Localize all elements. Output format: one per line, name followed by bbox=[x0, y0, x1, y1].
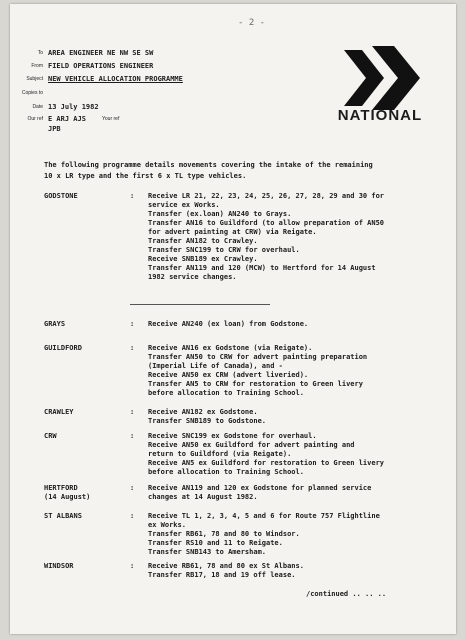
section-body bbox=[148, 192, 444, 282]
section-line: Transfer AN16 to Guildford (to allow preparation of AN50 bbox=[148, 219, 385, 227]
subject-value: NEW VEHICLE ALLOCATION PROGRAMME bbox=[48, 75, 183, 83]
section-name: ST ALBANS bbox=[44, 512, 82, 520]
section-line: Receive LR 21, 22, 23, 24, 25, 26, 27, 28, 29 and 30 for bbox=[148, 192, 385, 200]
section-name: CRW bbox=[44, 432, 57, 440]
section-body bbox=[148, 408, 444, 426]
section-line: Transfer SNB143 to Amersham. bbox=[148, 548, 267, 556]
section-line: changes at 14 August 1982. bbox=[148, 493, 258, 501]
section-body bbox=[148, 562, 444, 580]
ref-extra-value: JPB bbox=[48, 125, 61, 133]
section-line: before allocation to Training School. bbox=[148, 468, 304, 476]
intro-line: 10 x LR type and the first 6 x TL type vehicles. bbox=[44, 172, 247, 180]
page-number: - 2 - bbox=[238, 18, 266, 28]
section-line: return to Guildford (via Reigate). bbox=[148, 450, 292, 458]
section-colon: : bbox=[130, 344, 135, 352]
section-line: Transfer SNC199 to CRW for overhaul. bbox=[148, 246, 300, 254]
section-body bbox=[148, 320, 444, 329]
section-line: Transfer RB17, 18 and 19 off lease. bbox=[148, 571, 296, 579]
section-line: 1982 service changes. bbox=[148, 273, 237, 281]
section-line: Transfer AN119 and 120 (MCW) to Hertford for 14 August bbox=[148, 264, 376, 272]
section-line: Receive RB61, 78 and 80 ex St Albans. bbox=[148, 562, 304, 570]
section-line: Receive AN50 ex CRW (advert liveried). bbox=[148, 371, 309, 379]
section-line: Receive AN50 ex Guildford for advert painting and bbox=[148, 441, 355, 449]
section-line: (Imperial Life of Canada), and - bbox=[148, 362, 283, 370]
section-colon: : bbox=[130, 484, 135, 492]
section-line: Transfer AN50 to CRW for advert painting preparation bbox=[148, 353, 368, 361]
section-line: before allocation to Training School. bbox=[148, 389, 304, 397]
section-body bbox=[148, 344, 444, 398]
from-label: From bbox=[31, 63, 43, 69]
section-line: ex Works. bbox=[148, 521, 186, 529]
section-line: Receive AN119 and 120 ex Godstone for planned service bbox=[148, 484, 372, 492]
section-name-sub: (14 August) bbox=[44, 493, 91, 501]
date-value: 13 July 1982 bbox=[48, 103, 99, 111]
section-colon: : bbox=[130, 562, 135, 570]
from-value: FIELD OPERATIONS ENGINEER bbox=[48, 62, 154, 70]
section-body bbox=[148, 484, 444, 502]
your-ref-label: Your ref bbox=[102, 116, 120, 122]
section-colon: : bbox=[130, 408, 135, 416]
our-ref-label: Our ref bbox=[27, 116, 43, 122]
section-colon: : bbox=[130, 192, 135, 200]
section-name-main: HERTFORD bbox=[44, 484, 78, 492]
section-line: Transfer (ex.loan) AN240 to Grays. bbox=[148, 210, 292, 218]
continued-footer: /continued .. .. .. bbox=[306, 590, 387, 598]
date-label: Date bbox=[32, 104, 43, 110]
divider-line bbox=[130, 304, 270, 305]
section-line: Transfer RS10 and 11 to Reigate. bbox=[148, 539, 283, 547]
section-name: WINDSOR bbox=[44, 562, 74, 570]
section-line: Transfer AN182 to Crawley. bbox=[148, 237, 258, 245]
section-colon: : bbox=[130, 432, 135, 440]
section-line: Receive AN240 (ex loan) from Godstone. bbox=[148, 320, 309, 328]
section-name: GODSTONE bbox=[44, 192, 78, 200]
section-line: Receive AN182 ex Godstone. bbox=[148, 408, 258, 416]
section-line: Transfer RB61, 78 and 80 to Windsor. bbox=[148, 530, 300, 538]
section-body bbox=[148, 432, 444, 477]
section-name: GRAYS bbox=[44, 320, 66, 328]
section-line: Receive SNC199 ex Godstone for overhaul. bbox=[148, 432, 317, 440]
to-label: To bbox=[37, 50, 43, 56]
section-colon: : bbox=[130, 512, 135, 520]
subject-label: Subject bbox=[26, 76, 43, 82]
section-line: Transfer SNB189 to Godstone. bbox=[148, 417, 267, 425]
national-logo-text: NATIONAL bbox=[337, 107, 423, 124]
our-ref-value: E ARJ AJS bbox=[48, 115, 86, 123]
to-value: AREA ENGINEER NE NW SE SW bbox=[48, 49, 154, 57]
section-name: CRAWLEY bbox=[44, 408, 74, 416]
section-line: for advert painting at CRW) via Reigate. bbox=[148, 228, 317, 236]
section-line: Transfer AN5 to CRW for restoration to Green livery bbox=[148, 380, 363, 388]
intro-text bbox=[44, 160, 444, 182]
section-line: Receive TL 1, 2, 3, 4, 5 and 6 for Route 757 Flightline bbox=[148, 512, 380, 520]
section-line: Receive SNB189 ex Crawley. bbox=[148, 255, 258, 263]
intro-line: The following programme details movements covering the intake of the remaining bbox=[44, 161, 373, 169]
section-line: service ex Works. bbox=[148, 201, 220, 209]
section-line: Receive AN16 ex Godstone (via Reigate). bbox=[148, 344, 313, 352]
section-name bbox=[44, 484, 124, 502]
section-colon: : bbox=[130, 320, 135, 328]
section-name: GUILDFORD bbox=[44, 344, 82, 352]
section-body bbox=[148, 512, 444, 557]
section-line: Receive AN5 ex Guildford for restoration to Green livery bbox=[148, 459, 385, 467]
copies-label: Copies to bbox=[21, 90, 43, 96]
memo-page bbox=[10, 4, 456, 634]
